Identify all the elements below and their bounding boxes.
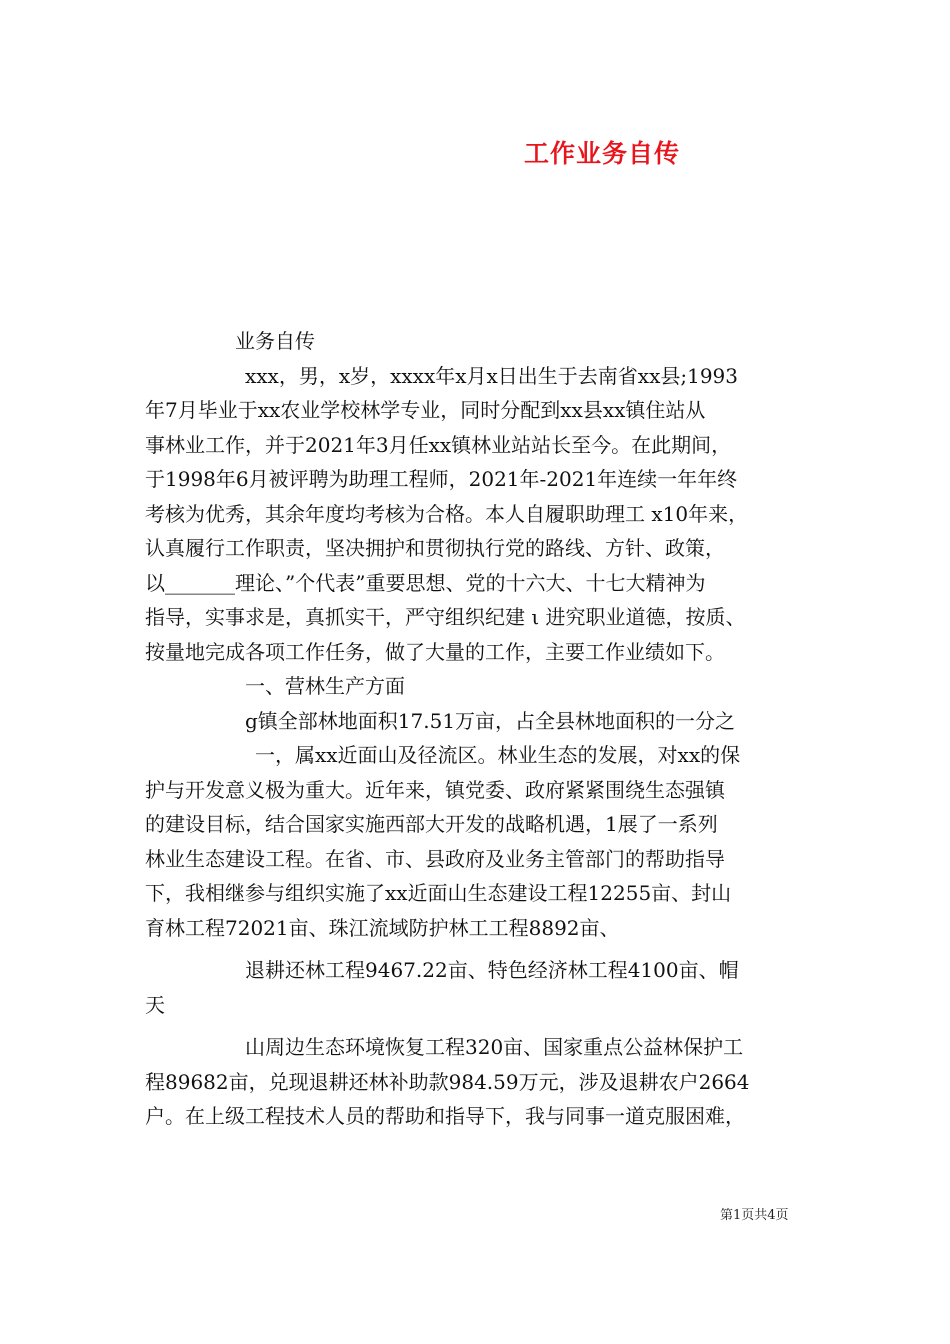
paragraph-line: 天 [145,992,165,1017]
paragraph-line: 户。在上级工程技术人员的帮助和指导下，我与同事一道克服困难， [145,1104,745,1128]
paragraph-line: 事林业工作，并于2021年3月任xx镇林业站站长至今。在此期间， [145,432,732,457]
paragraph-line: 按量地完成各项工作任务，做了大量的工作，主要工作业绩如下。 [145,639,725,664]
paragraph-gap [145,945,810,953]
paragraph-line: g镇全部林地面积17.51万亩，占全县林地面积的一分之 [245,708,736,733]
paragraph-line: 于1998年6月被评聘为助理工程师，2021年-2021年连续一年年终 [145,467,738,491]
paragraph-line: 指导，实事求是，真抓实干，严守组织纪建 ι 进究职业道德，按质、 [145,605,746,629]
paragraph-gap [145,1022,810,1030]
document-body [145,324,810,1134]
paragraph-line: 程89682亩，兑现退耕还林补助款984.59万元，涉及退耕农户2664 [145,1069,750,1094]
paragraph-line: 的建设目标，结合国家实施西部大开发的战略机遇，1展了一系列 [145,812,718,836]
paragraph-line: 退耕还林工程9467.22亩、特色经济林工程4100亩、帽 [245,958,739,982]
page-number: 第1页共4页 [720,1208,789,1223]
paragraph-line: 一，属xx近面山及径流区。林业生态的发展，对xx的保 [255,743,741,767]
section-heading: 一、营林生产方面 [245,674,405,698]
paragraph-line: 林业生态建设工程。在省、市、县政府及业务主管部门的帮助指导 [145,846,725,871]
document-title: 工作业务自传 [523,139,680,168]
paragraph-line: 考核为优秀，其余年度均考核为合格。本人自履职助理工 x10年来， [145,501,749,526]
paragraph-line: 下，我相继参与组织实施了xx近面山生态建设工程12255亩、封山 [145,881,732,905]
paragraph-line: xxx，男，x岁，xxxx年x月x日出生于去南省xx县;1993 [245,363,738,388]
section-heading: 业务自传 [235,329,315,353]
paragraph-line: 山周边生态环境恢复工程320亩、国家重点公益林保护工 [245,1035,744,1059]
paragraph-line: 年7月毕业于xx农业学校林学专业，同时分配到xx县xx镇住站从 [145,398,706,422]
paragraph-line: 以_______理论、”个代表”重要思想、党的十六大、十七大精神为 [145,570,706,595]
paragraph-line: 育林工程72021亩、珠江流域防护林工工程8892亩、 [145,915,620,940]
paragraph-line: 护与开发意义极为重大。近年来，镇党委、政府紧紧围绕生态强镇 [145,777,725,802]
paragraph-line: 认真履行工作职责，坚决拥护和贯彻执行党的路线、方针、政策， [145,536,725,560]
